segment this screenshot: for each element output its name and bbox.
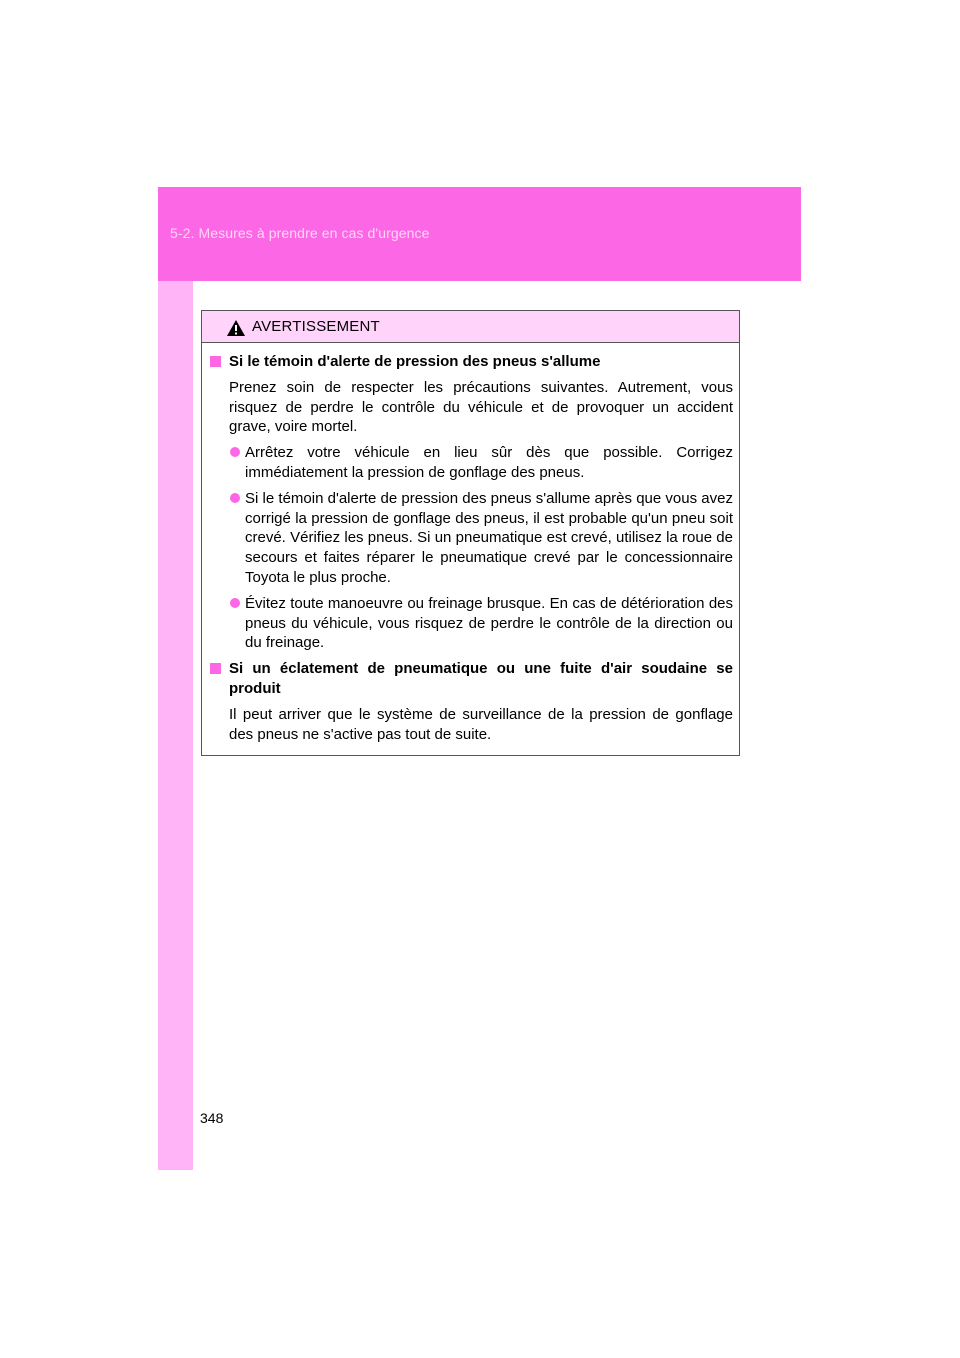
list-item-text: Évitez toute manoeuvre ou freinage brusque. En cas de détérioration des pneus du véhicule, vous risquez de perdre le contrôle de la direction ou du freinage.	[245, 594, 733, 652]
section-heading	[210, 659, 733, 699]
warning-triangle-icon	[226, 319, 246, 337]
section-heading-text: Si le témoin d'alerte de pression des pneus s'allume	[229, 353, 601, 370]
list-item	[210, 489, 733, 588]
section-title: 5-2. Mesures à prendre en cas d'urgence	[170, 225, 430, 241]
list-item-text: Si le témoin d'alerte de pression des pneus s'allume après que vous avez corrigé la pression de gonflage des pneus, il est probable qu'un pneu soit crevé. Vérifiez les pneus. Si un pneumatique est crevé, utilisez la roue de secours et faites réparer le pneumatique crevé par le concessionnaire Toyota le plus proche.	[245, 489, 733, 586]
list-item	[210, 443, 733, 483]
round-bullet-icon	[230, 598, 240, 608]
warning-body	[202, 343, 739, 744]
list-item	[210, 594, 733, 653]
warning-header	[202, 311, 739, 343]
square-bullet-icon	[210, 663, 221, 674]
list-item-text: Arrêtez votre véhicule en lieu sûr dès que possible. Corrigez immédiatement la pression de gonflage des pneus.	[245, 444, 733, 481]
page-number: 348	[200, 1110, 224, 1126]
round-bullet-icon	[230, 493, 240, 503]
warning-title: AVERTISSEMENT	[252, 318, 380, 335]
round-bullet-icon	[230, 447, 240, 457]
section-intro: Prenez soin de respecter les précautions suivantes. Autrement, vous risquez de perdre le contrôle du véhicule et de provoquer un accident grave, voire mortel.	[229, 378, 733, 436]
section-intro: Il peut arriver que le système de surveillance de la pression de gonflage des pneus ne s'active pas tout de suite.	[229, 705, 733, 743]
section-heading-text: Si un éclatement de pneumatique ou une fuite d'air soudaine se produit	[229, 660, 733, 697]
side-strip	[158, 281, 193, 1170]
header-band	[158, 187, 801, 281]
section-heading	[210, 352, 733, 372]
warning-box	[201, 310, 740, 756]
square-bullet-icon	[210, 356, 221, 367]
